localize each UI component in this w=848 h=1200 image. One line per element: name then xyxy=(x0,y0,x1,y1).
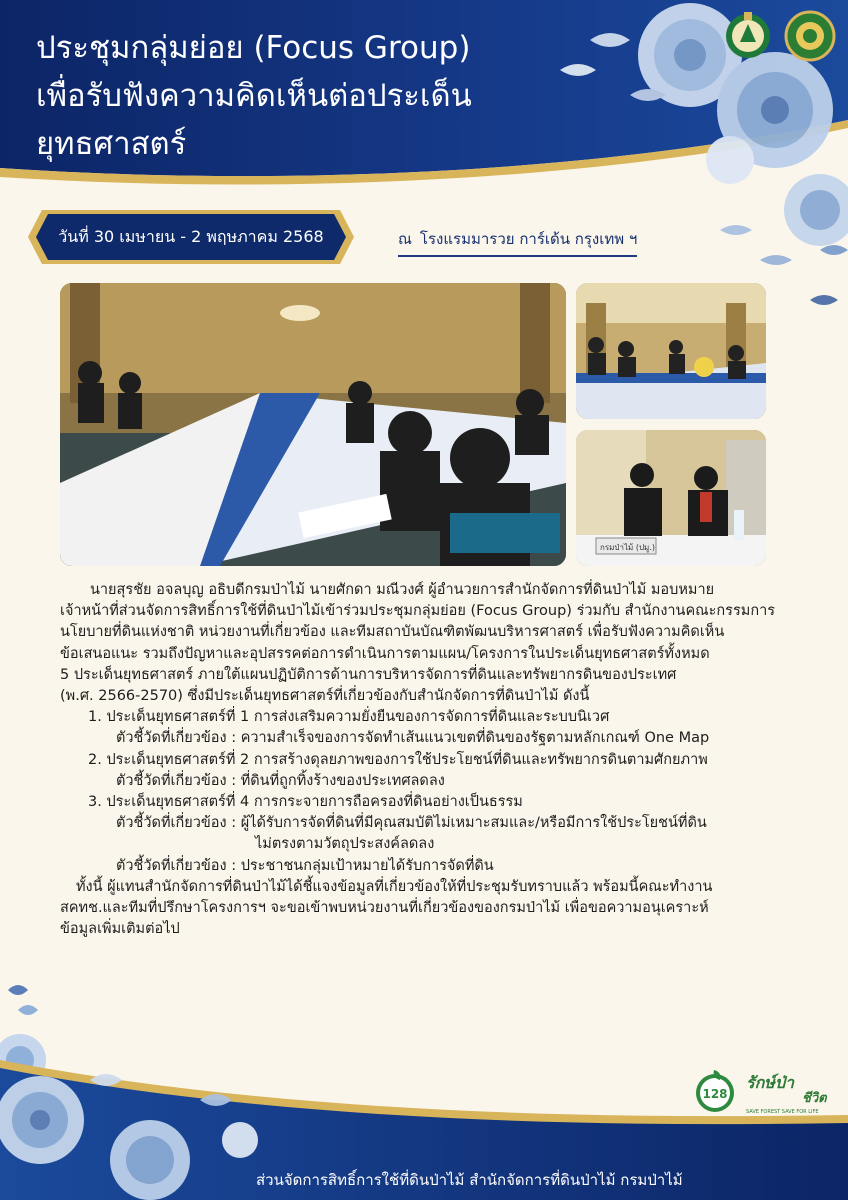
campaign-logo xyxy=(744,1066,836,1116)
badge-number: 128 xyxy=(702,1087,728,1101)
campaign-logo-tagline: SAVE FOREST SAVE FOR LIFE xyxy=(746,1109,819,1115)
main-meeting-photo xyxy=(60,283,566,566)
meeting-photo-3 xyxy=(576,430,766,566)
strategy-item-3-indicator-1: ตัวชี้วัดที่เกี่ยวข้อง : ผู้ได้รับการจัดที่ดินที่มีคุณสมบัติไม่เหมาะสมและ/หรือมีการใช้ประโยชน์ที่ดิน xyxy=(116,815,707,832)
seal-emblem-icon xyxy=(782,6,838,62)
closing-line-2: สคทช.และทีมที่ปรึกษาโครงการฯ จะขอเข้าพบหน่วยงานที่เกี่ยวข้องของกรมป่าไม้ เพื่อขอความอนุเคราะห์ xyxy=(60,900,709,917)
article-body xyxy=(60,580,800,940)
intro-line-4: ข้อเสนอแนะ รวมถึงปัญหาและอุปสรรคต่อการดำเนินการตามแผน/โครงการในประเด็นยุทธศาสตร์ทั้งหมด xyxy=(60,645,710,662)
strategy-item-2: 2. ประเด็นยุทธศาสตร์ที่ 2 การสร้างดุลยภาพของการใช้ประโยชน์ที่ดินและทรัพยากรดินตามศักยภาพ xyxy=(88,751,708,768)
strategy-item-1-indicator: ตัวชี้วัดที่เกี่ยวข้อง : ความสำเร็จของการจัดทำเส้นแนวเขตที่ดินของรัฐตามหลักเกณฑ์ One Map xyxy=(116,730,710,747)
royal-forest-dept-emblem-icon xyxy=(720,6,776,62)
footer-department: ส่วนจัดการสิทธิ์การใช้ที่ดินป่าไม้ สำนักจัดการที่ดินป่าไม้ กรมป่าไม้ xyxy=(256,1171,683,1189)
event-date: วันที่ 30 เมษายน - 2 พฤษภาคม 2568 xyxy=(58,226,324,246)
campaign-logo-text: รักษ์ป่า xyxy=(746,1073,794,1092)
intro-line-3: นโยบายที่ดินแห่งชาติ หน่วยงานที่เกี่ยวข้อง และทีมสถาบันบัณฑิตพัฒนบริหารศาสตร์ เพื่อรับฟังความคิดเห็น xyxy=(60,624,725,641)
venue-name: โรงแรมมารวย การ์เด้น กรุงเทพ ฯ xyxy=(419,230,638,248)
strategy-item-2-indicator: ตัวชี้วัดที่เกี่ยวข้อง : ที่ดินที่ถูกทิ้งร้างของประเทศลดลง xyxy=(116,772,445,789)
page-title xyxy=(36,24,556,168)
closing-line-1: ทั้งนี้ ผู้แทนสำนักจัดการที่ดินป่าไม้ได้ชี้แจงข้อมูลที่เกี่ยวข้องให้ที่ประชุมรับทราบแล้ว พร้อมนี้คณะทำงาน xyxy=(76,878,713,895)
strategy-item-3-indicator-2: ตัวชี้วัดที่เกี่ยวข้อง : ประชาชนกลุ่มเป้าหมายได้รับการจัดที่ดิน xyxy=(116,857,494,874)
128-badge-icon xyxy=(692,1068,738,1114)
intro-line-6: (พ.ศ. 2566-2570) ซึ่งมีประเด็นยุทธศาสตร์ที่เกี่ยวข้องกับสำนักจัดการที่ดินป่าไม้ ดังนี้ xyxy=(60,688,590,705)
strategy-item-1: 1. ประเด็นยุทธศาสตร์ที่ 1 การส่งเสริมความยั่งยืนของการจัดการที่ดินและระบบนิเวศ xyxy=(88,709,610,726)
venue-prefix: ณ xyxy=(398,230,412,248)
closing-line-3: ข้อมูลเพิ่มเติมต่อไป xyxy=(60,921,180,938)
campaign-logo-sub: ชีวิต xyxy=(802,1091,827,1106)
strategy-item-3: 3. ประเด็นยุทธศาสตร์ที่ 4 การกระจายการถือครองที่ดินอย่างเป็นธรรม xyxy=(88,794,523,811)
strategy-item-3-indicator-1-cont: ไม่ตรงตามวัตถุประสงค์ลดลง xyxy=(255,836,435,853)
event-venue xyxy=(398,227,637,257)
meeting-photo-2 xyxy=(576,283,766,419)
intro-line-5: 5 ประเด็นยุทธศาสตร์ ภายใต้แผนปฏิบัติการด้านการบริหารจัดการที่ดินและทรัพยากรดินของประเทศ xyxy=(60,666,677,683)
intro-line-2: เจ้าหน้าที่ส่วนจัดการสิทธิ์การใช้ที่ดินป่าไม้เข้าร่วมประชุมกลุ่มย่อย (Focus Group) ร่วมกับ สำนักงานคณะกรรมการ xyxy=(60,603,776,620)
name-placard: กรมป่าไม้ (ปมู.) xyxy=(600,543,655,552)
title-line-2: เพื่อรับฟังความคิดเห็นต่อประเด็น xyxy=(36,78,472,114)
title-line-3: ยุทธศาสตร์ xyxy=(36,126,187,162)
intro-line-1: นายสุรชัย อจลบุญ อธิบดีกรมป่าไม้ นายศักดา มณีวงศ์ ผู้อำนวยการสำนักจัดการที่ดินป่าไม้ มอบหมาย xyxy=(90,582,715,598)
title-line-1: ประชุมกลุ่มย่อย (Focus Group) xyxy=(36,30,471,66)
